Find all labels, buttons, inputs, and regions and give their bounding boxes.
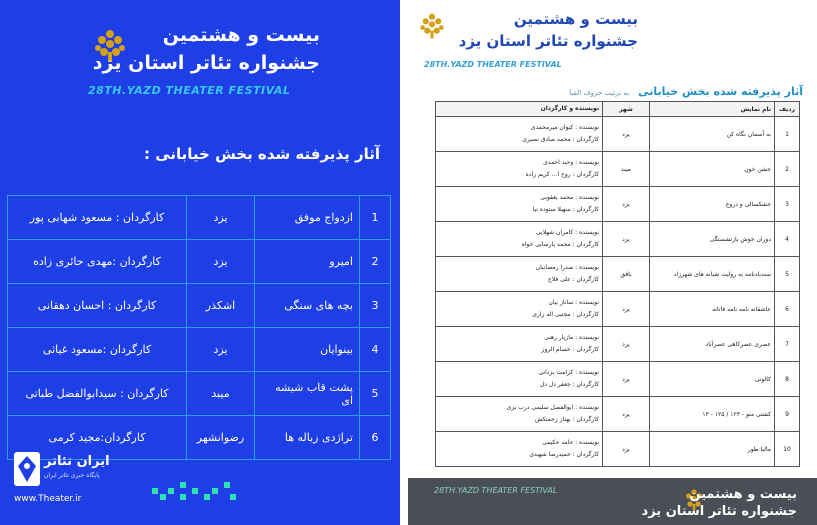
play-city: رضوانشهر [187, 416, 255, 460]
play-city: یزد [187, 328, 255, 372]
table-row [436, 292, 800, 327]
play-title: کشتی متو - ۱۲۳ / ۱۲۵ - ۱۳ [650, 397, 775, 432]
footer-english: 28TH.YAZD THEATER FESTIVAL [434, 486, 558, 495]
table-row [436, 187, 800, 222]
play-city: بافق [603, 257, 650, 292]
row-number: 1 [775, 117, 800, 152]
play-city: اشکذر [187, 284, 255, 328]
play-city: یزد [187, 196, 255, 240]
festival-banner [418, 8, 638, 76]
play-credits [436, 292, 603, 327]
play-title: امیرو [255, 240, 360, 284]
banner-title: بیست و هشتمین [162, 24, 320, 46]
play-city: یزد [603, 362, 650, 397]
play-director: کارگردان : روح ا... کریم زاده [525, 171, 599, 178]
play-credits [436, 327, 603, 362]
festival-emblem-icon [418, 12, 446, 40]
row-number: 3 [775, 187, 800, 222]
play-writer: نویسنده : ساناز بیان [548, 299, 599, 306]
play-title: بچه های سنگی [255, 284, 360, 328]
heading-note: به ترتیب حروف الفبا [569, 89, 630, 97]
play-title: تراژدی زباله ها [255, 416, 360, 460]
row-number: 6 [775, 292, 800, 327]
row-number: 5 [775, 257, 800, 292]
banner-title: بیست و هشتمین [513, 10, 638, 28]
play-writer: نویسنده : مازیار رهنی [544, 334, 599, 341]
play-city: یزد [603, 117, 650, 152]
play-director: کارگردان : مسعود شهابی پور [8, 196, 187, 240]
play-director: کارگردان : سهیلا ستوده نیا [532, 206, 599, 213]
festival-banner [70, 18, 330, 106]
row-number: 4 [360, 328, 391, 372]
banner-subtitle: جشنواره تئاتر استان یزد [92, 52, 320, 74]
play-credits [436, 432, 603, 467]
play-credits [436, 117, 603, 152]
table-row [8, 328, 391, 372]
table-row [436, 152, 800, 187]
play-writer: نویسنده : محمد یعقوبی [540, 194, 599, 201]
play-writer: نویسنده : کرامت یزدانی [538, 369, 599, 376]
theater-logo-icon [14, 452, 40, 486]
column-header-num: ردیف [775, 102, 800, 117]
iran-theater-logo [14, 452, 134, 518]
play-writer: نویسنده : صدرا رمضانیان [535, 264, 599, 271]
play-credits [436, 222, 603, 257]
table-row [436, 327, 800, 362]
row-number: 9 [775, 397, 800, 432]
row-number: 6 [360, 416, 391, 460]
play-director: کارگردان :مهدی حائری زاده [8, 240, 187, 284]
play-director: کارگردان : جعفر دل دل [539, 381, 599, 388]
banner-subtitle: جشنواره تئاتر استان یزد [458, 32, 638, 50]
play-title: کالونی [650, 362, 775, 397]
play-writer: نویسنده : وحید احمدی [543, 159, 599, 166]
play-title: جشن خون [650, 152, 775, 187]
table-row [8, 372, 391, 416]
festival-footer [408, 478, 817, 525]
section-heading: آثار پذیرفته شده بخش خیابانی : [143, 145, 380, 163]
table-row [436, 362, 800, 397]
table-row [436, 222, 800, 257]
play-director: کارگردان : علی فلاح [547, 276, 599, 283]
table-row [436, 257, 800, 292]
play-title: پشت قاب شیشه ای [255, 372, 360, 416]
banner-english: 28TH.YAZD THEATER FESTIVAL [424, 60, 562, 69]
play-city: میبد [187, 372, 255, 416]
play-title: خشکسالی و دروغ [650, 187, 775, 222]
play-writer: نویسنده : ابوالفضل سلیمی درب بزی [506, 404, 599, 411]
section-heading [569, 80, 803, 99]
play-city: یزد [603, 397, 650, 432]
row-number: 3 [360, 284, 391, 328]
table-row [436, 397, 800, 432]
row-number: 4 [775, 222, 800, 257]
play-director: کارگردان : احسان دهقانی [8, 284, 187, 328]
play-director: کارگردان : مجتبی اله زاری [532, 311, 599, 318]
play-credits [436, 257, 603, 292]
play-credits [436, 397, 603, 432]
logo-name: ایران تئاتر [44, 454, 110, 469]
play-city: یزد [603, 222, 650, 257]
heading-text: آثار پذیرفته شده بخش خیابانی [638, 85, 803, 98]
play-writer: نویسنده : حامد حکیمی [542, 439, 599, 446]
play-title: مالیا طور [650, 432, 775, 467]
play-director: کارگردان : بهناز زحمتکش [534, 416, 599, 423]
play-credits [436, 187, 603, 222]
column-header-credits: نویسنده و کارگردان [436, 102, 603, 117]
play-title: ازدواج موفق [255, 196, 360, 240]
column-header-title: نام نمایش [650, 102, 775, 117]
decorative-pattern-icon [150, 478, 240, 508]
play-title: سندبادنامه به روایت شبانه های شهرزاد [650, 257, 775, 292]
row-number: 1 [360, 196, 391, 240]
table-row [8, 240, 391, 284]
play-director: کارگردان : محمد صادق نصیری [522, 136, 599, 143]
table-header-row [436, 102, 800, 117]
logo-tagline: پایگاه خبری تئاتر ایران [44, 472, 100, 479]
panel-divider [400, 0, 408, 525]
play-title: بینوایان [255, 328, 360, 372]
banner-english: 28TH.YAZD THEATER FESTIVAL [88, 84, 291, 97]
play-credits [436, 362, 603, 397]
accepted-works-table [7, 195, 391, 460]
play-title: عاشقانه نامه نامه فاتانه [650, 292, 775, 327]
play-title: به آسمان نگاه کن [650, 117, 775, 152]
row-number: 7 [775, 327, 800, 362]
play-credits [436, 152, 603, 187]
row-number: 10 [775, 432, 800, 467]
row-number: 8 [775, 362, 800, 397]
row-number: 2 [360, 240, 391, 284]
play-writer: نویسنده : کیوان میرمحمدی [530, 124, 599, 131]
play-title: دوران خوش بازنشستگی [650, 222, 775, 257]
table-row [436, 432, 800, 467]
left-poster [0, 0, 400, 525]
play-director: کارگردان:مجید کرمی [8, 416, 187, 460]
play-city: یزد [603, 187, 650, 222]
play-city: یزد [603, 292, 650, 327]
play-city: یزد [603, 327, 650, 362]
play-director: کارگردان :مسعود غیاثی [8, 328, 187, 372]
footer-title: بیست و هشتمین [689, 487, 797, 502]
play-title: عصری عصرکاهی عصرآباد [650, 327, 775, 362]
play-city: یزد [187, 240, 255, 284]
right-poster [408, 0, 817, 525]
play-director: کارگردان : سیدابوالفضل طباتی [8, 372, 187, 416]
table-row [8, 196, 391, 240]
table-row [8, 284, 391, 328]
play-city: یزد [603, 432, 650, 467]
row-number: 5 [360, 372, 391, 416]
play-director: کارگردان : حسام الروز [541, 346, 599, 353]
play-writer: نویسنده : کامران شهلایی [536, 229, 599, 236]
footer-subtitle: جشنواره تئاتر استان یزد [641, 504, 797, 519]
table-row [436, 117, 800, 152]
play-city: میبد [603, 152, 650, 187]
logo-url: www.Theater.ir [14, 494, 82, 504]
row-number: 2 [775, 152, 800, 187]
play-director: کارگردان : محمد پارسایی خواه [521, 241, 599, 248]
accepted-works-table [435, 101, 800, 467]
column-header-city: شهر [603, 102, 650, 117]
play-director: کارگردان : حمیدرضا شهیدی [529, 451, 599, 458]
